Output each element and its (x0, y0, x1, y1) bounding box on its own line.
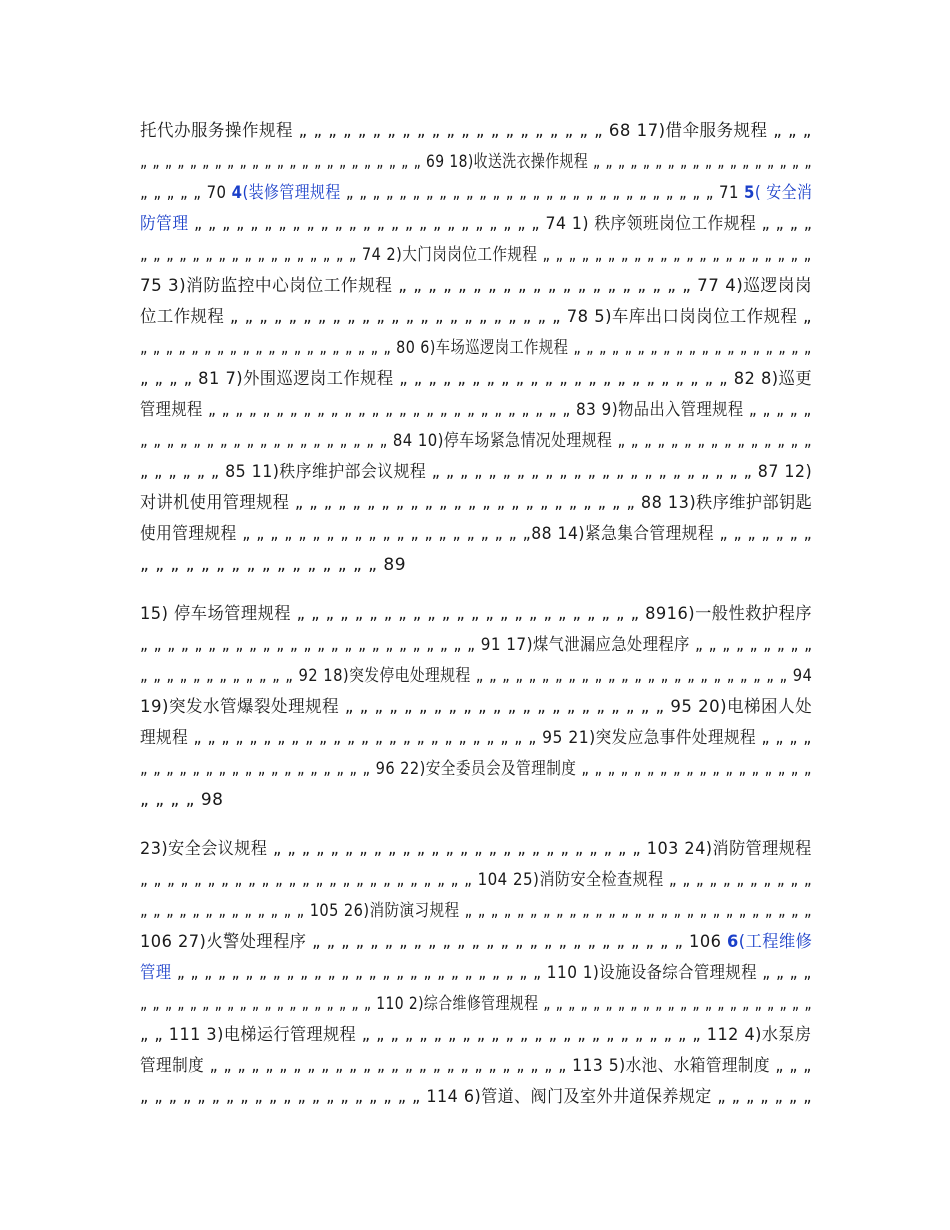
toc-entry-text: 使用管理规程 „ „ „ „ „ „ „ „ „ „ „ „ „ „ „ „ „ „ „ „ „88 14)紧急集合管理规程 „ „ „ „ „ „ „ (140, 524, 813, 544)
toc-entry-text: „ „ „ „ 98 (140, 790, 224, 810)
toc-entry-text: „ „ „ „ „ „ „ „ „ „ „ „ „ „ „ „ „ „ „ „ „ „ „ 69 18)收送洗衣操作规程 „ „ „ „ „ „ „ „ „ „ „ „ „ „ „ „ „ „ (140, 152, 812, 172)
toc-line (140, 333, 812, 364)
toc-section-heading: 6 (727, 932, 739, 952)
toc-line (140, 834, 812, 865)
toc-entry-text: 15) 停车场管理规程 „ „ „ „ „ „ „ „ „ „ „ „ „ „ „ „ „ „ „ „ „ „ „ „ 8916)一般性救护程序 (140, 604, 813, 624)
toc-line (140, 519, 813, 550)
toc-line (140, 1051, 812, 1082)
toc-entry-text: „ „ „ „ 81 7)外围巡逻岗工作规程 „ „ „ „ „ „ „ „ „ „ „ „ „ „ „ „ „ „ „ „ „ „ „ 82 8)巡更 (140, 369, 813, 389)
toc-entry-text: 理规程 „ „ „ „ „ „ „ „ „ „ „ „ „ „ „ „ „ „ „ „ „ „ „ „ „ 95 21)突发应急事件处理规程 „ „ „ „ (140, 728, 812, 748)
toc-entry-text: 管理规程 „ „ „ „ „ „ „ „ „ „ „ „ „ „ „ „ „ „ „ „ „ „ „ „ „ „ „ 83 9)物品出入管理规程 „ „ „ „ „ (140, 400, 812, 420)
toc-entry-text: „ „ „ „ „ „ „ „ „ „ „ „ „ „ „ „ „ „ „ „ 114 6)管道、阀门及室外井道保养规定 „ „ „ „ „ „ „ (140, 1087, 812, 1107)
toc-entry-text: „ „ „ „ „ „ „ „ „ „ „ „ „ „ „ „ „ „ „ 110 2)综合维修管理规程 „ „ „ „ „ „ „ „ „ „ „ „ „ „ „ „ „ „ „ „ „ „ (140, 994, 812, 1014)
toc-paragraph-2 (140, 599, 812, 816)
toc-entry-text: „ „ 111 3)电梯运行管理规程 „ „ „ „ „ „ „ „ „ „ „ „ „ „ „ „ „ „ „ „ „ „ „ „ 112 4)水泵房 (140, 1025, 812, 1045)
toc-paragraph-1 (140, 116, 812, 581)
toc-line (140, 692, 813, 723)
toc-line (140, 302, 812, 333)
toc-line (140, 958, 812, 989)
toc-section-heading: 防管理 (140, 214, 189, 234)
toc-entry-text: 106 27)火警处理程序 „ „ „ „ „ „ „ „ „ „ „ „ „ „ „ „ „ „ „ „ „ „ „ „ „ „ 106 (140, 932, 728, 952)
toc-line (140, 1020, 812, 1051)
toc-section-heading: 5 (744, 183, 755, 203)
toc-entry-text: 对讲机使用管理规程 „ „ „ „ „ „ „ „ „ „ „ „ „ „ „ „ „ „ „ „ „ „ „ „ 88 13)秩序维护部钥匙 (140, 493, 813, 513)
toc-entry-text: „ „ „ „ „ 70 (140, 183, 232, 203)
toc-line (140, 896, 813, 927)
toc-entry-text: „ „ „ „ „ „ „ „ „ „ „ „ „ „ „ „ „ „ „ „ „ „ „ „ „ „ „ „ 71 (340, 183, 745, 203)
toc-entry-text: „ „ „ „ „ „ „ „ „ „ „ „ „ „ „ „ 89 (140, 555, 407, 575)
toc-line (140, 395, 812, 426)
toc-line (140, 927, 813, 958)
toc-line (140, 364, 813, 395)
toc-entry-text: „ „ „ „ „ „ „ „ „ „ „ „ „ „ „ „ „ „ „ „ „ „ „ „ „ „ „ 110 1)设施设备综合管理规程 „ „ „ „ (171, 963, 812, 983)
toc-entry-text: „ „ „ „ „ „ „ „ „ „ „ „ „ „ „ „ „ 74 2)大门岗岗位工作规程 „ „ „ „ „ „ „ „ „ „ „ „ „ „ „ „ „ „ „ „ „ (140, 245, 812, 265)
toc-line (140, 865, 813, 896)
toc-entry-text: 管理制度 „ „ „ „ „ „ „ „ „ „ „ „ „ „ „ „ „ „ „ „ „ „ „ „ „ „ 113 5)水池、水箱管理制度 „ „ „ (140, 1056, 812, 1076)
toc-entry-text: „ „ „ „ „ „ „ „ „ „ „ „ „ „ „ „ „ „ 96 22)安全委员会及管理制度 „ „ „ „ „ „ „ „ „ „ „ „ „ „ „ „ „ „ (140, 759, 812, 779)
toc-entry-text: 托代办服务操作规程 „ „ „ „ „ „ „ „ „ „ „ „ „ „ „ „ „ „ „ „ „ 68 17)借伞服务规程 „ „ „ (140, 121, 812, 141)
toc-section-heading: (工程维修 (738, 932, 813, 952)
toc-line (140, 785, 812, 816)
toc-entry-text: „ „ „ „ „ „ „ „ „ „ „ „ „ „ „ „ „ „ „ „ „ „ „ „ „ 104 25)消防安全检查规程 „ „ „ „ „ „ „ „ „ „ „ (140, 870, 813, 890)
toc-entry-text: 23)安全会议规程 „ „ „ „ „ „ „ „ „ „ „ „ „ „ „ „ „ „ „ „ „ „ „ „ „ „ 103 24)消防管理规程 (140, 839, 812, 859)
toc-entry-text: 75 3)消防监控中心岗位工作规程 „ „ „ „ „ „ „ „ „ „ „ „ „ „ „ „ „ „ „ „ 77 4)巡逻岗岗 (140, 276, 813, 296)
toc-line (140, 457, 813, 488)
toc-entry-text: „ „ „ „ „ „ „ „ „ „ „ „ „ 105 26)消防演习规程 „ „ „ „ „ „ „ „ „ „ „ „ „ „ „ „ „ „ „ „ „ „ „ „ „ „ „ (140, 901, 813, 921)
toc-entry-text: „ „ „ „ „ „ „ „ „ „ „ „ „ „ „ „ „ „ „ „ „ „ „ „ „ 74 1) 秩序领班岗位工作规程 „ „ „ „ (188, 214, 813, 234)
toc-line (140, 754, 812, 785)
toc-entry-text: 位工作规程 „ „ „ „ „ „ „ „ „ „ „ „ „ „ „ „ „ „ „ „ „ „ „ 78 5)车库出口岗岗位工作规程 „ (140, 307, 812, 327)
toc-section-heading: (装修管理规程 (242, 183, 341, 203)
toc-line (140, 426, 812, 457)
toc-line (140, 209, 813, 240)
toc-paragraph-3 (140, 834, 812, 1113)
toc-line (140, 178, 813, 209)
toc-line (140, 599, 813, 630)
toc-line (140, 550, 812, 581)
toc-section-heading: 4 (231, 183, 243, 203)
toc-section-heading: ( 安全消 (754, 183, 813, 203)
toc-line (140, 989, 812, 1020)
toc-line (140, 661, 813, 692)
toc-entry-text: „ „ „ „ „ „ „ „ „ „ „ „ 92 18)突发停电处理规程 „ „ „ „ „ „ „ „ „ „ „ „ „ „ „ „ „ „ „ „ „ „ „ „ 94 (140, 666, 813, 686)
toc-line (140, 147, 812, 178)
toc-entry-text: 19)突发水管爆裂处理规程 „ „ „ „ „ „ „ „ „ „ „ „ „ „ „ „ „ „ „ „ „ „ 95 20)电梯困人处 (140, 697, 813, 717)
toc-line (140, 116, 812, 147)
toc-section-heading: 管理 (140, 963, 172, 983)
toc-line (140, 488, 813, 519)
toc-entry-text: „ „ „ „ „ „ „ „ „ „ „ „ „ „ „ „ „ „ „ 84 10)停车场紧急情况处理规程 „ „ „ „ „ „ „ „ „ „ „ „ „ „ „ (140, 431, 812, 451)
toc-entry-text: „ „ „ „ „ „ 85 11)秩序维护部会议规程 „ „ „ „ „ „ „ „ „ „ „ „ „ „ „ „ „ „ „ „ „ „ „ 87 12) (140, 462, 813, 482)
toc-line (140, 240, 812, 271)
toc-line (140, 723, 812, 754)
toc-line (140, 630, 813, 661)
toc-entry-text: „ „ „ „ „ „ „ „ „ „ „ „ „ „ „ „ „ „ „ „ 80 6)车场巡逻岗工作规程 „ „ „ „ „ „ „ „ „ „ „ „ „ „ „ „ „ „ „ (140, 338, 812, 358)
toc-entry-text: „ „ „ „ „ „ „ „ „ „ „ „ „ „ „ „ „ „ „ „ „ „ „ „ „ 91 17)煤气泄漏应急处理程序 „ „ „ „ „ „ „ „ „ (140, 635, 813, 655)
toc-line (140, 271, 813, 302)
toc-line (140, 1082, 812, 1113)
